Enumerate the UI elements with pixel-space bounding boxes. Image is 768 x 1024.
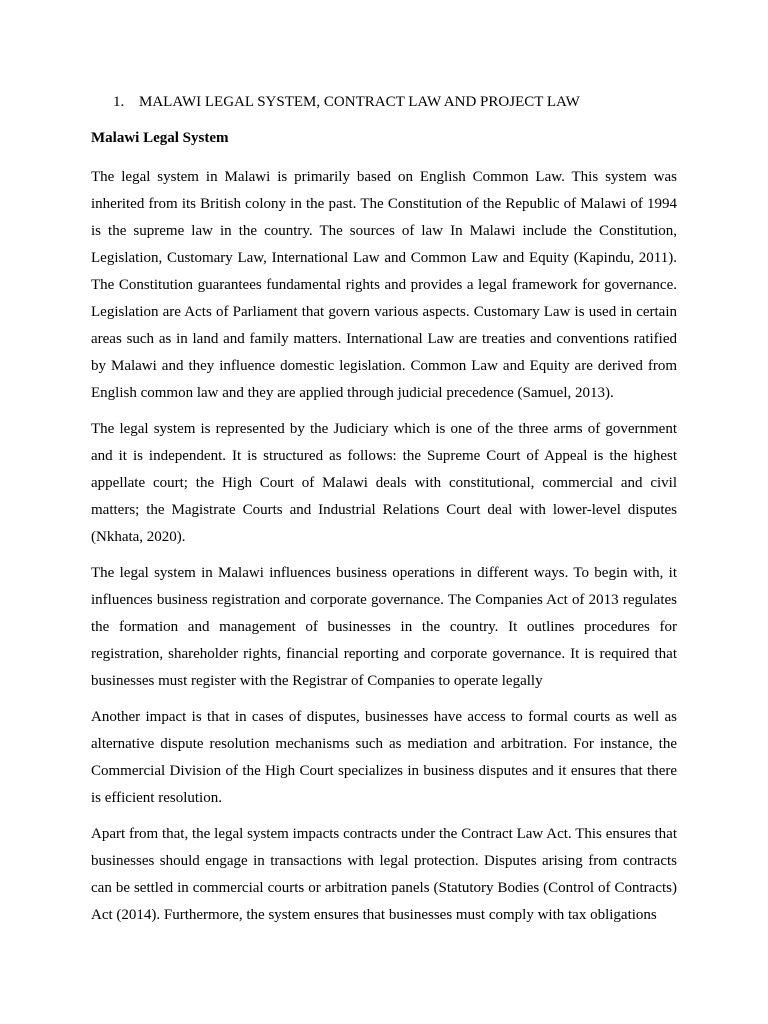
- section-number: 1.: [113, 94, 125, 110]
- subheading: Malawi Legal System: [91, 130, 229, 146]
- section-heading: [91, 92, 677, 112]
- paragraph-2: The legal system is represented by the Judiciary which is one of the three arms of government and it is independent. It is structured as follows: the Supreme Court of Appeal is the highest appellate court; the High Court of Malawi deals with constitutional, commercial and civil matters; the Magistrate Courts and Industrial Relations Court deal with lower-level disputes (Nkhata, 2020).: [91, 421, 677, 545]
- paragraph-3: The legal system in Malawi influences business operations in different ways. To begin with, it influences business registration and corporate governance. The Companies Act of 2013 regulates the formation and management of businesses in the country. It outlines procedures for registration, shareholder rights, financial reporting and corporate governance. It is required that businesses must register with the Registrar of Companies to operate legally: [91, 565, 677, 689]
- section-title: MALAWI LEGAL SYSTEM, CONTRACT LAW AND PROJECT LAW: [139, 94, 580, 110]
- document-body: [91, 92, 677, 938]
- paragraph-5: Apart from that, the legal system impacts contracts under the Contract Law Act. This ensures that businesses should engage in transactions with legal protection. Disputes arising from contracts can be settled in commercial courts or arbitration panels (Statutory Bodies (Control of Contracts) Act (2014). Furthermore, the system ensures that businesses must comply with tax obligations: [91, 826, 677, 923]
- paragraph-1: The legal system in Malawi is primarily based on English Common Law. This system was inherited from its British colony in the past. The Constitution of the Republic of Malawi of 1994 is the supreme law in the country. The sources of law In Malawi include the Constitution, Legislation, Customary Law, International Law and Common Law and Equity (Kapindu, 2011). The Constitution guarantees fundamental rights and provides a legal framework for governance. Legislation are Acts of Parliament that govern various aspects. Customary Law is used in certain areas such as in land and family matters. International Law are treaties and conventions ratified by Malawi and they influence domestic legislation. Common Law and Equity are derived from English common law and they are applied through judicial precedence (Samuel, 2013).: [91, 169, 677, 401]
- paragraph-4: Another impact is that in cases of disputes, businesses have access to formal courts as well as alternative dispute resolution mechanisms such as mediation and arbitration. For instance, the Commercial Division of the High Court specializes in business disputes and it ensures that there is efficient resolution.: [91, 709, 677, 806]
